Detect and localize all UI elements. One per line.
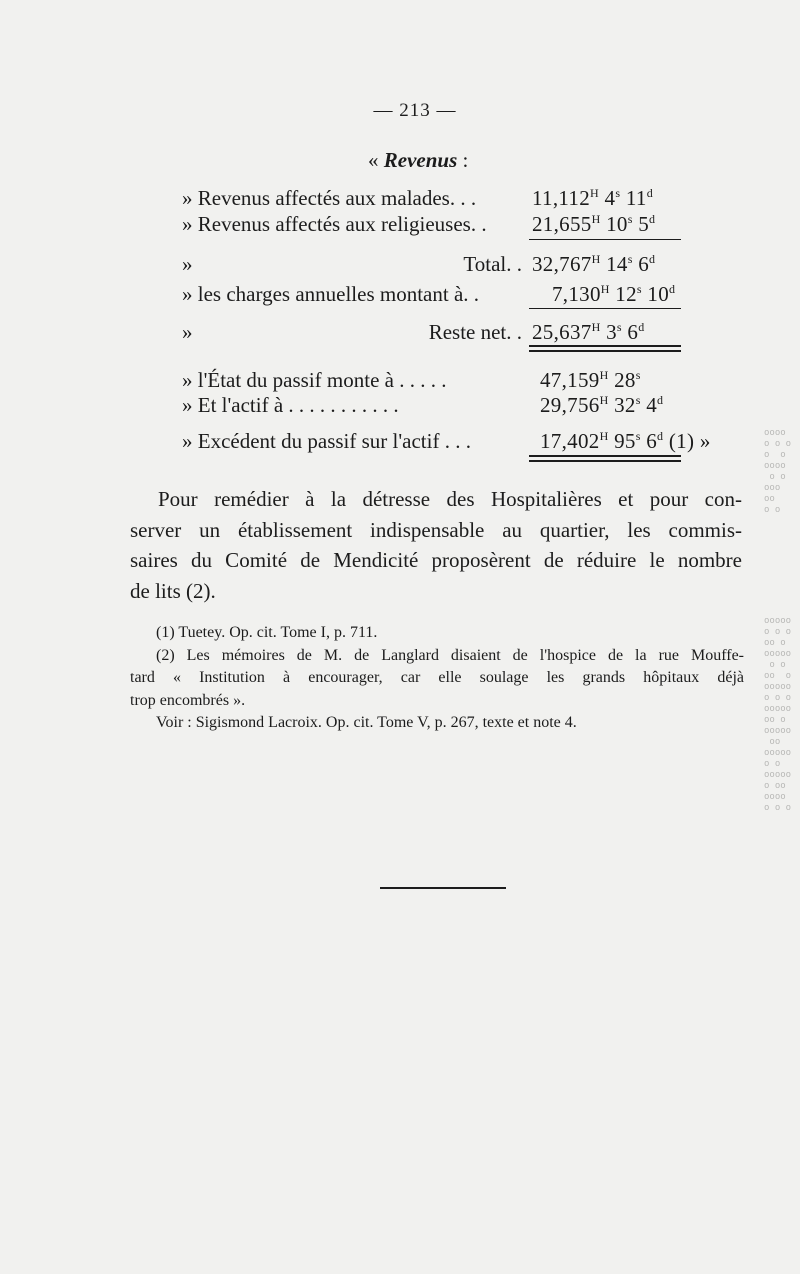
footnote-2-line-3: trop encombrés ». bbox=[130, 691, 246, 709]
final-double-rule-top bbox=[529, 455, 681, 457]
footnote-2-line-2: tard « Institution à encourager, car elle soulage les grands hôpitaux déjà bbox=[130, 669, 744, 686]
ledger-amount: $21,655^H$ 10$^s$ 5$^d$ bbox=[532, 212, 656, 236]
ledger-label: Reste net. . bbox=[428, 320, 522, 344]
heading-title: Revenus bbox=[383, 148, 458, 172]
heading-open-quote: « bbox=[368, 148, 379, 172]
ledger-quote-mark: » bbox=[182, 252, 193, 276]
ledger-label: » Et l'actif à . . . . . . . . . . . bbox=[182, 393, 399, 417]
ledger-amount: $29,756^H$ 32$^s$ 4$^d$ bbox=[540, 393, 664, 417]
ledger-amount: $7,130^H$ 12$^s$ 10$^d$ bbox=[552, 282, 676, 306]
ledger-amount: $47,159^H$ 28$^s$ bbox=[540, 368, 641, 392]
ledger-amount: $25,637^H$ 3$^s$ 6$^d$ bbox=[532, 320, 645, 344]
ledger-label: Total. . bbox=[463, 252, 522, 276]
paragraph-line: Pour remédier à la détresse des Hospitalières et pour con- bbox=[158, 487, 742, 511]
heading-colon: : bbox=[462, 148, 469, 172]
ledger-row bbox=[0, 279, 800, 309]
page-number: — 213 — bbox=[373, 100, 457, 121]
paragraph-line: saires du Comité de Mendicité proposèrent de réduire le nombre bbox=[130, 548, 742, 572]
total-double-rule-top bbox=[529, 345, 681, 347]
ledger-label: » les charges annuelles montant à. . bbox=[182, 282, 480, 306]
ledger-label: » Revenus affectés aux malades. . . bbox=[182, 186, 477, 210]
total-double-rule-bottom bbox=[529, 350, 681, 352]
ledger-amount: $11,112^H$ 4$^s$ 11$^d$ bbox=[532, 186, 653, 210]
bleed-through-dots: ooooo o o o oo o ooooo o o oo o ooooo o o o ooooo oo o ooooo oo ooooo o o ooooo o oo oooo o o o bbox=[764, 616, 792, 813]
subtotal-rule bbox=[529, 239, 681, 240]
ledger-row bbox=[0, 426, 800, 456]
paragraph-line: de lits (2). bbox=[130, 578, 216, 603]
ledger-label: » l'État du passif monte à . . . . . bbox=[182, 368, 447, 392]
ledger-row bbox=[0, 390, 800, 420]
ledger-quote-mark: » bbox=[182, 320, 193, 344]
ledger-row bbox=[0, 317, 800, 347]
paragraph-line: server un établissement indispensable au quartier, les commis- bbox=[130, 517, 742, 542]
final-double-rule-bottom bbox=[529, 460, 681, 462]
footnote-2-line-1: (2) Les mémoires de M. de Langlard disaient de l'hospice de la rue Mouffe- bbox=[156, 646, 744, 664]
ledger-row bbox=[0, 249, 800, 279]
ledger-row bbox=[0, 209, 800, 239]
footnotes bbox=[130, 622, 744, 735]
ledger-amount: $17,402^H$ 95$^s$ 6$^d$ (1) » bbox=[540, 429, 711, 453]
footnote-1: (1) Tuetey. Op. cit. Tome I, p. 711. bbox=[156, 624, 378, 641]
ledger-amount: $32,767^H$ 14$^s$ 6$^d$ bbox=[532, 252, 656, 276]
end-rule bbox=[380, 887, 506, 889]
footnote-3: Voir : Sigismond Lacroix. Op. cit. Tome V, p. 267, texte et note 4. bbox=[156, 714, 577, 731]
ledger-label: » Revenus affectés aux religieuses. . bbox=[182, 212, 487, 236]
ledger-label: » Excédent du passif sur l'actif . . . bbox=[182, 429, 471, 453]
subtotal-rule bbox=[529, 308, 681, 309]
section-heading bbox=[368, 148, 468, 173]
bleed-through-dots: oooo o o o o o oooo o o ooo oo o o bbox=[764, 428, 792, 515]
body-paragraph bbox=[130, 484, 742, 606]
